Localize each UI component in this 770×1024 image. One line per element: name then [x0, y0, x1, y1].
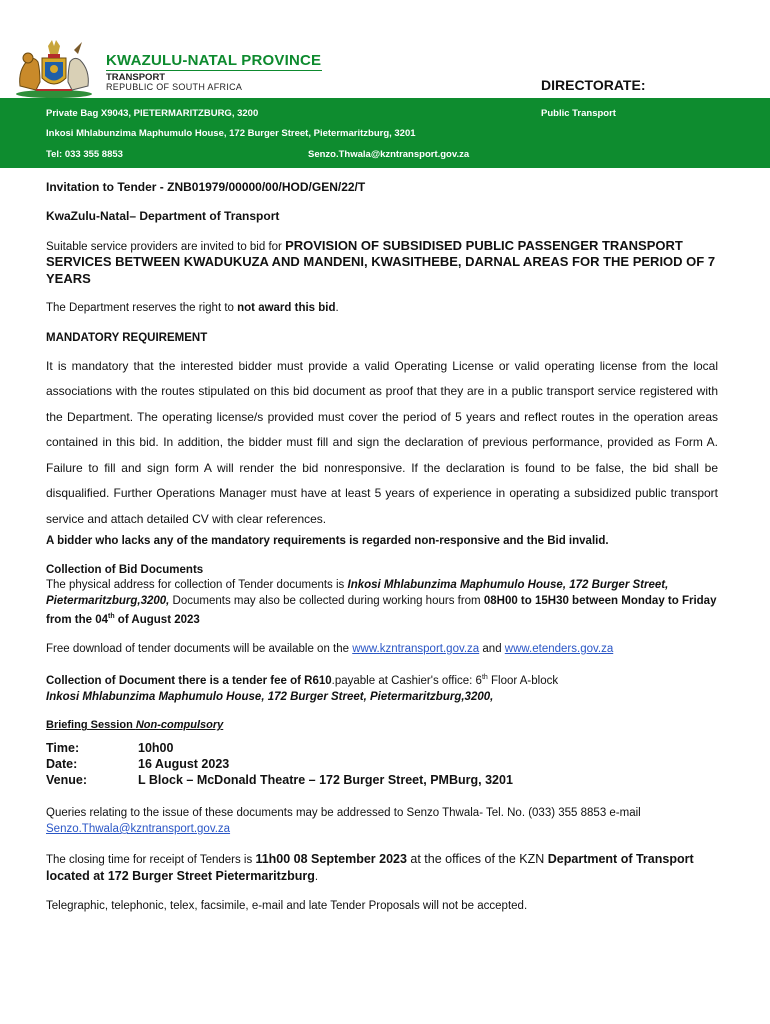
collection-paragraph: [46, 577, 718, 628]
briefing-type: Non-compulsory: [135, 719, 224, 732]
banner-email[interactable]: Senzo.Thwala@kzntransport.gov.za: [308, 149, 470, 160]
ordinal-suffix: th: [108, 613, 115, 621]
tender-body: [46, 180, 718, 913]
project-title: PROVISION OF SUBSIDISED PUBLIC PASSENGER TRANSPORT SERVICES BETWEEN KWADUKUZA AND MANDENI, KWASITHEBE, DARNAL AREAS FOR THE PERIOD OF 7 YEARS: [46, 238, 716, 286]
invitation-title: Invitation to Tender - ZNB01979/00000/00/HOD/GEN/22/T: [46, 180, 366, 194]
closing-mid: at the offices of the KZN: [406, 851, 548, 866]
closing-lead: The closing time for receipt of Tenders is: [46, 853, 256, 866]
briefing-key: Venue:: [46, 772, 87, 787]
fee-paragraph: [46, 670, 718, 705]
address-banner: [0, 98, 770, 168]
fee-floor: Floor A-block: [487, 675, 559, 688]
postal-address: Private Bag X9043, PIETERMARITZBURG, 3200: [46, 108, 259, 119]
briefing-row-venue: [46, 773, 718, 789]
final-notice: Telegraphic, telephonic, telex, facsimile, e-mail and late Tender Proposals will not be accepted.: [46, 899, 528, 912]
briefing-key: Date:: [46, 756, 78, 771]
fee-address: Inkosi Mhlabunzima Maphumulo House, 172 Burger Street, Pietermaritzburg,3200,: [46, 691, 494, 704]
briefing-value: 10h00: [138, 740, 174, 755]
kzntransport-link[interactable]: www.kzntransport.gov.za: [352, 642, 480, 655]
collection-address: Inkosi Mhlabunzima Maphumulo House, 172 Burger Street, Pietermaritzburg,3200,: [46, 579, 669, 608]
briefing-label: Briefing Session: [46, 719, 136, 732]
download-paragraph: [46, 642, 718, 656]
telephone: Tel: 033 355 8853: [46, 149, 123, 160]
queries-paragraph: [46, 805, 718, 837]
letterhead: [0, 0, 770, 98]
title-underline: [106, 70, 322, 71]
collection-hours: 08H00 to 15H30 between Monday to Friday from the 04: [46, 595, 717, 626]
collection-month: of August 2023: [114, 613, 200, 626]
coat-of-arms-logo: [12, 36, 96, 98]
etenders-link[interactable]: www.etenders.gov.za: [504, 642, 614, 655]
briefing-value: 16 August 2023: [138, 756, 230, 771]
briefing-heading: [46, 719, 718, 733]
queries-text: Queries relating to the issue of these documents may be addressed to Senzo Thwala- Tel. No. (033) 355 8853 e-mail: [46, 806, 641, 819]
closing-paragraph: [46, 851, 718, 885]
province-title: KWAZULU-NATAL PROVINCE: [106, 52, 322, 69]
briefing-row-time: [46, 741, 718, 757]
collection-heading: Collection of Bid Documents: [46, 563, 204, 576]
nonresponsive-notice: A bidder who lacks any of the mandatory requirements is regarded non-responsive and the Bid invalid.: [46, 535, 609, 548]
mandatory-heading: MANDATORY REQUIREMENT: [46, 331, 208, 344]
intro-paragraph: [46, 238, 718, 287]
queries-email-link[interactable]: Senzo.Thwala@kzntransport.gov.za: [46, 822, 231, 835]
floor-ordinal: th: [481, 674, 488, 682]
fee-rest: .payable at Cashier's office: 6: [331, 675, 482, 688]
department-name: TRANSPORT: [106, 72, 166, 83]
briefing-row-date: [46, 757, 718, 773]
download-and: and: [479, 642, 505, 655]
mandatory-paragraph: It is mandatory that the interested bidder must provide a valid Operating License or valid operating license from the local associations with the routes stipulated on this bid document as proof that they are in a public transport service registered with the Department. The operating license/s provided must cover the period of 5 years and reflect routes in the operation areas contained in this bid. In addition, the bidder must fill and sign the declaration of previous performance, provided as Form A. Failure to fill and sign form A will render the bid nonresponsive. If the declaration is found to be false, the bid shall be disqualified. Further Operations Manager must have at least 5 years of experience in operating a subsidized public transport service and attach detailed CV with clear references.: [46, 358, 718, 526]
department-line: KwaZulu-Natal– Department of Transport: [46, 209, 280, 223]
republic-name: REPUBLIC OF SOUTH AFRICA: [106, 82, 243, 92]
intro-lead: Suitable service providers are invited to bid for: [46, 241, 286, 253]
closing-place: Department of Transport located at 172 Burger Street Pietermaritzburg: [46, 851, 694, 883]
directorate-value: Public Transport: [541, 108, 616, 119]
closing-end: .: [314, 870, 319, 883]
briefing-value: L Block – McDonald Theatre – 172 Burger Street, PMBurg, 3201: [138, 772, 513, 787]
office-address: Inkosi Mhlabunzima Maphumulo House, 172 Burger Street, Pietermaritzburg, 3201: [46, 128, 416, 139]
directorate-label: DIRECTORATE:: [541, 77, 646, 93]
briefing-details: [46, 741, 718, 789]
collection-mid: Documents may also be collected during working hours from: [169, 595, 484, 608]
collection-lead: The physical address for collection of Tender documents is: [46, 579, 348, 592]
reserve-end: .: [335, 302, 339, 315]
reserve-lead: The Department reserves the right to: [46, 302, 238, 315]
download-lead: Free download of tender documents will be available on the: [46, 642, 353, 655]
briefing-key: Time:: [46, 740, 80, 755]
closing-time: 11h00 08 September 2023: [255, 851, 407, 866]
reserve-bold: not award this bid: [237, 302, 336, 315]
fee-bold: Collection of Document there is a tender fee of R610: [46, 675, 332, 688]
reserve-paragraph: [46, 301, 718, 315]
